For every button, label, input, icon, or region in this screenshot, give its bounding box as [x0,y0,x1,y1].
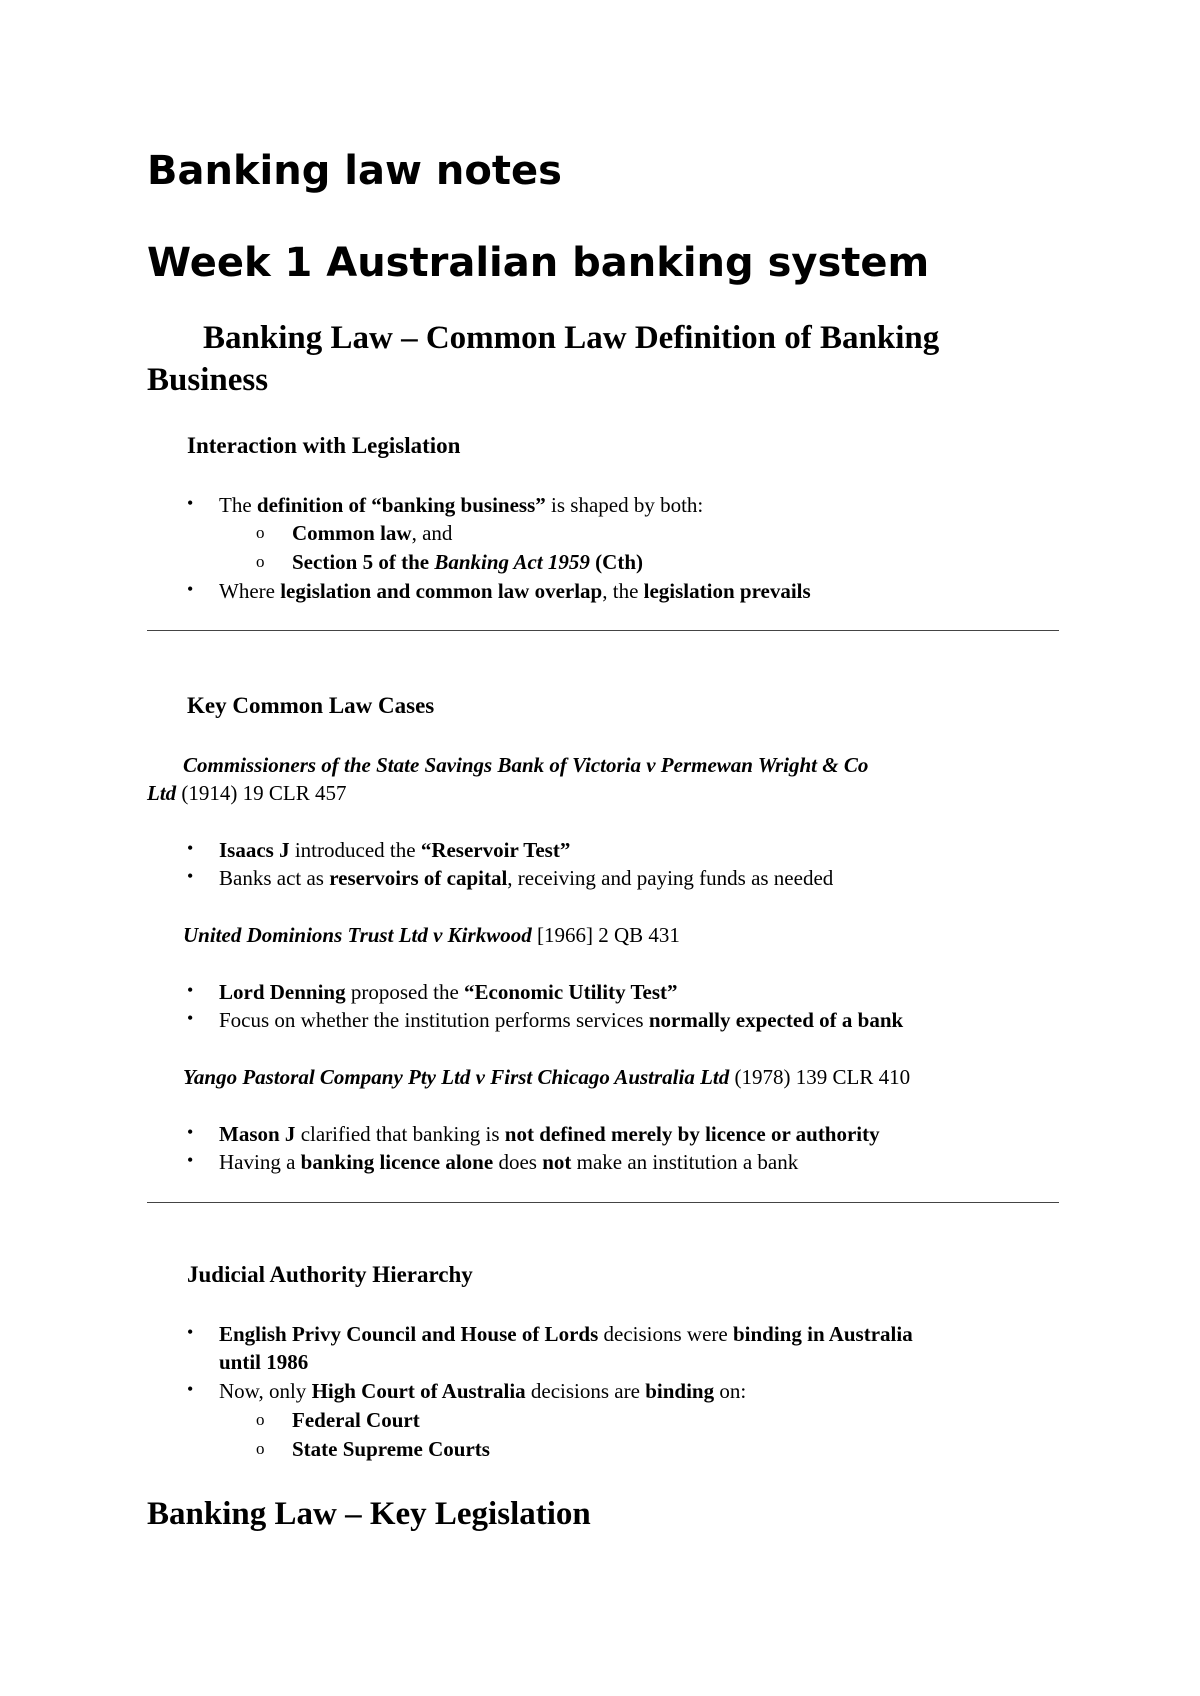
text: is shaped by both: [545,493,704,517]
section-heading-continued: Business [147,362,269,398]
text-bold: not [542,1150,572,1174]
list-item [187,579,811,604]
text-bold: Federal Court [292,1408,420,1432]
text: make an institution a bank [571,1150,799,1174]
horizontal-rule [147,1202,1059,1203]
bullet-icon: • [187,1008,194,1028]
bullet-icon: • [187,1379,194,1399]
text-bold: State Supreme Courts [292,1437,490,1461]
case-name: Commissioners of the State Savings Bank of Victoria v Permewan Wright & Co [183,753,869,777]
document-title: Banking law notes [147,148,562,194]
text: The [219,493,257,517]
text-bold: banking licence alone [300,1150,494,1174]
case-reference: (1914) 19 CLR 457 [176,781,347,805]
text: , receiving and paying funds as needed [507,866,834,890]
list-item [187,1322,913,1347]
text: , the [602,579,644,603]
text-bold: Common law [292,521,412,545]
text: Having a [219,1150,301,1174]
text: proposed the [345,980,465,1004]
text: Banks act as [219,866,330,890]
section-heading: Banking Law – Common Law Definition of Banking [203,320,940,356]
text-bold: until 1986 [219,1350,309,1374]
text-bold: Mason J [219,1122,296,1146]
list-item [187,1008,904,1033]
text-bold: English Privy Council and House of Lords [219,1322,599,1346]
text: Now, only [219,1379,312,1403]
text: Where [219,579,281,603]
list-item [187,866,834,891]
text-bold: “Reservoir Test” [420,838,571,862]
text-bold: definition of “banking business” [256,493,546,517]
sub-list-item [256,550,643,575]
sub-list-item [256,1408,420,1433]
text: does [493,1150,543,1174]
horizontal-rule [147,630,1059,631]
text-bold: legislation prevails [643,579,811,603]
week-heading: Week 1 Australian banking system [147,240,930,286]
bullet-icon: • [187,579,194,599]
text-bold: binding in Australia [732,1322,913,1346]
list-item [187,493,704,518]
sub-bullet-icon: o [256,552,265,571]
case-name: Ltd [147,781,177,805]
list-item-continued [219,1350,308,1375]
list-item [187,1150,799,1175]
case-citation-continued [147,781,347,806]
text-bold-italic: Banking Act 1959 [434,550,590,574]
list-item [187,1379,747,1404]
case-citation [183,923,680,948]
text-bold: “Economic Utility Test” [464,980,678,1004]
text: decisions were [598,1322,733,1346]
text-bold: (Cth) [589,550,643,574]
bullet-icon: • [187,1150,194,1170]
text-bold: reservoirs of capital [329,866,508,890]
text-bold: legislation and common law overlap [280,579,603,603]
case-citation [183,753,868,778]
text-bold: binding [645,1379,715,1403]
bullet-icon: • [187,493,194,513]
text-bold: not defined merely by licence or authority [504,1122,880,1146]
text: Focus on whether the institution performs services [219,1008,649,1032]
sub-bullet-icon: o [256,523,265,542]
next-section-heading: Banking Law – Key Legislation [147,1496,591,1532]
bullet-icon: • [187,1122,194,1142]
case-name: United Dominions Trust Ltd v Kirkwood [183,923,532,947]
hierarchy-heading: Judicial Authority Hierarchy [187,1262,473,1287]
case-reference: (1978) 139 CLR 410 [729,1065,911,1089]
text-bold: High Court of Australia [311,1379,526,1403]
case-name: Yango Pastoral Company Pty Ltd v First Chicago Australia Ltd [183,1065,730,1089]
text: clarified that banking is [295,1122,505,1146]
text-bold: normally expected of a bank [648,1008,904,1032]
text: , and [411,521,453,545]
list-item [187,980,678,1005]
text-bold: Section 5 of the [292,550,435,574]
text: on: [714,1379,747,1403]
text-bold: Lord Denning [219,980,346,1004]
sub-list-item [256,521,453,546]
text: decisions are [525,1379,646,1403]
sub-bullet-icon: o [256,1410,265,1429]
bullet-icon: • [187,838,194,858]
interaction-heading: Interaction with Legislation [187,433,461,458]
bullet-icon: • [187,1322,194,1342]
sub-list-item [256,1437,490,1462]
cases-heading: Key Common Law Cases [187,693,435,718]
text-bold: Isaacs J [219,838,290,862]
text: introduced the [289,838,421,862]
sub-bullet-icon: o [256,1439,265,1458]
list-item [187,1122,880,1147]
list-item [187,838,571,863]
bullet-icon: • [187,980,194,1000]
case-citation [183,1065,910,1090]
bullet-icon: • [187,866,194,886]
case-reference: [1966] 2 QB 431 [531,923,680,947]
